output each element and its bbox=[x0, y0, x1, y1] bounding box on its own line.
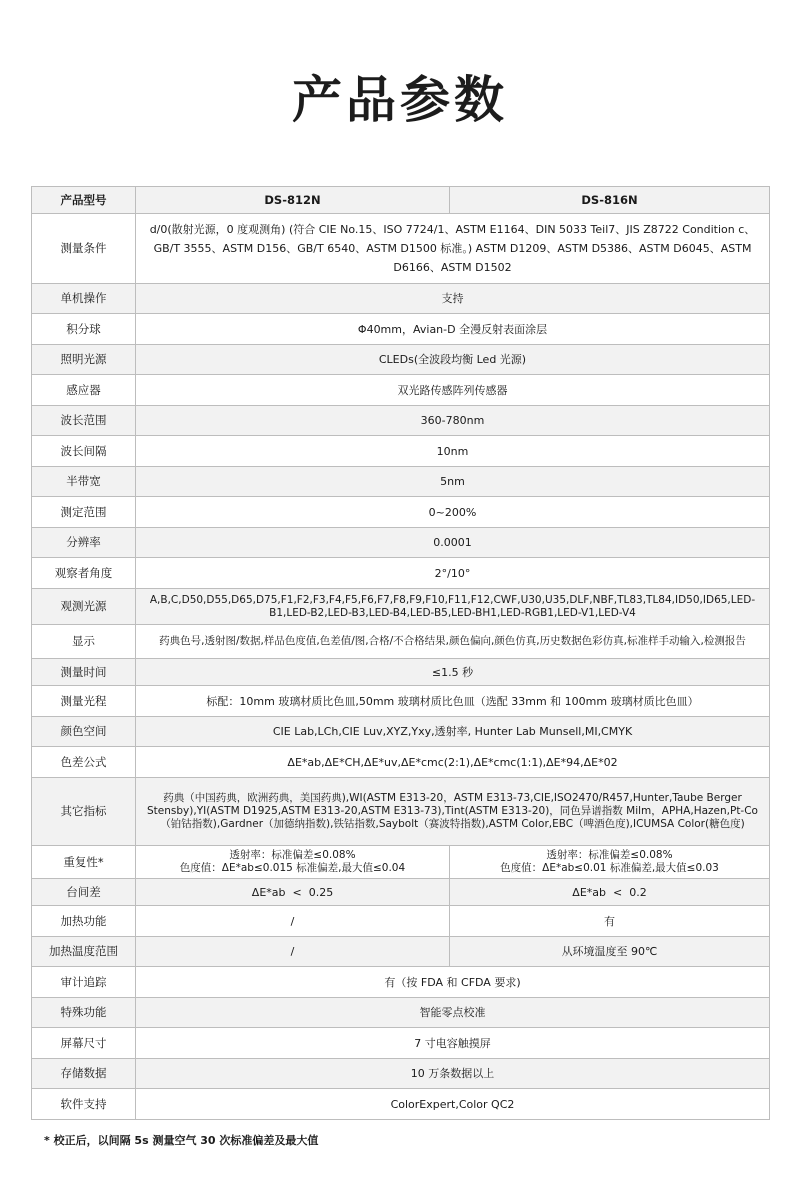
row-label: 测量时间 bbox=[32, 659, 136, 686]
row-value: CIE Lab,LCh,CIE Luv,XYZ,Yxy,透射率, Hunter Lab Munsell,MI,CMYK bbox=[136, 717, 770, 747]
row-label: 波长间隔 bbox=[32, 436, 136, 467]
repeatability-ds-812n bbox=[136, 846, 450, 879]
repeatability-ds-816n bbox=[450, 846, 770, 879]
row-value: 10 万条数据以上 bbox=[136, 1059, 770, 1089]
row-value: ≤1.5 秒 bbox=[136, 659, 770, 686]
row-value: 360-780nm bbox=[136, 406, 770, 436]
row-label: 测定范围 bbox=[32, 497, 136, 528]
table-row bbox=[32, 967, 770, 998]
row-label: 重复性* bbox=[32, 846, 136, 879]
row-value: 0~200% bbox=[136, 497, 770, 528]
table-row bbox=[32, 375, 770, 406]
table-row bbox=[32, 528, 770, 558]
row-value: 双光路传感阵列传感器 bbox=[136, 375, 770, 406]
table-row-repeatability bbox=[32, 846, 770, 879]
model-ds-816n: DS-816N bbox=[450, 187, 770, 214]
value-ds-816n: 有 bbox=[450, 906, 770, 937]
value-ds-812n: / bbox=[136, 906, 450, 937]
row-value: 2°/10° bbox=[136, 558, 770, 589]
row-label: 存储数据 bbox=[32, 1059, 136, 1089]
footnote: * 校正后，以间隔 5s 测量空气 30 次标准偏差及最大值 bbox=[44, 1134, 319, 1147]
row-label: 产品型号 bbox=[32, 187, 136, 214]
table-row bbox=[32, 436, 770, 467]
row-value: 7 寸电容触摸屏 bbox=[136, 1028, 770, 1059]
table-row bbox=[32, 659, 770, 686]
row-value: 智能零点校准 bbox=[136, 998, 770, 1028]
row-label: 审计追踪 bbox=[32, 967, 136, 998]
table-row bbox=[32, 906, 770, 937]
table-row bbox=[32, 1028, 770, 1059]
table-row bbox=[32, 497, 770, 528]
repeat-transmittance: 透射率：标准偏差≤0.08% bbox=[229, 849, 356, 861]
row-value: 5nm bbox=[136, 467, 770, 497]
row-label: 分辨率 bbox=[32, 528, 136, 558]
row-label: 观察者角度 bbox=[32, 558, 136, 589]
row-value: 10nm bbox=[136, 436, 770, 467]
repeat-chroma: 色度值：ΔE*ab≤0.01 标准偏差,最大值≤0.03 bbox=[500, 862, 719, 874]
row-value: CLEDs(全波段均衡 Led 光源) bbox=[136, 345, 770, 375]
table-row bbox=[32, 625, 770, 659]
row-label: 半带宽 bbox=[32, 467, 136, 497]
table-row bbox=[32, 879, 770, 906]
row-label: 特殊功能 bbox=[32, 998, 136, 1028]
spec-table bbox=[31, 186, 770, 1120]
row-value: 标配：10mm 玻璃材质比色皿,50mm 玻璃材质比色皿（选配 33mm 和 100mm 玻璃材质比色皿） bbox=[136, 686, 770, 717]
row-label: 测量光程 bbox=[32, 686, 136, 717]
table-row bbox=[32, 1059, 770, 1089]
table-row bbox=[32, 778, 770, 846]
value-ds-816n: ΔE*ab < 0.2 bbox=[450, 879, 770, 906]
table-row bbox=[32, 998, 770, 1028]
value-ds-812n: / bbox=[136, 937, 450, 967]
row-label: 观测光源 bbox=[32, 589, 136, 625]
table-header-row bbox=[32, 187, 770, 214]
row-label: 加热温度范围 bbox=[32, 937, 136, 967]
value-ds-812n: ΔE*ab < 0.25 bbox=[136, 879, 450, 906]
model-ds-812n: DS-812N bbox=[136, 187, 450, 214]
table-row bbox=[32, 345, 770, 375]
row-label: 屏幕尺寸 bbox=[32, 1028, 136, 1059]
row-value: Φ40mm，Avian-D 全漫反射表面涂层 bbox=[136, 314, 770, 345]
row-value: ColorExpert,Color QC2 bbox=[136, 1089, 770, 1120]
row-label: 其它指标 bbox=[32, 778, 136, 846]
table-row bbox=[32, 589, 770, 625]
row-value: 药典（中国药典，欧洲药典，美国药典),WI(ASTM E313-20，ASTM E313-73,CIE,ISO2470/R457,Hunter,Taube Berger Stensby),YI(ASTM D1925,ASTM E313-20,ASTM E313-73),Tint(ASTM E313-20)，同色异谱指数 Milm，APHA,Hazen,Pt-Co（铂钴指数),Gardner（加德纳指数),铁钴指数,Saybolt（赛波特指数),ASTM Color,EBC（啤酒色度),ICUMSA Color(糖色度) bbox=[136, 778, 770, 846]
repeat-transmittance: 透射率：标准偏差≤0.08% bbox=[546, 849, 673, 861]
row-label: 显示 bbox=[32, 625, 136, 659]
row-label: 积分球 bbox=[32, 314, 136, 345]
row-value: A,B,C,D50,D55,D65,D75,F1,F2,F3,F4,F5,F6,F7,F8,F9,F10,F11,F12,CWF,U30,U35,DLF,NBF,TL83,TL84,ID50,ID65,LED-B1,LED-B2,LED-B3,LED-B4,LED-B5,LED-BH1,LED-RGB1,LED-V1,LED-V4 bbox=[136, 589, 770, 625]
row-value: d/0(散射光源，0 度观测角) (符合 CIE No.15、ISO 7724/1、ASTM E1164、DIN 5033 Teil7、JIS Z8722 Condition c、GB/T 3555、ASTM D156、GB/T 6540、ASTM D1500 标准。) ASTM D1209、ASTM D5386、ASTM D6045、ASTM D6166、ASTM D1502 bbox=[136, 214, 770, 284]
row-label: 照明光源 bbox=[32, 345, 136, 375]
table-row bbox=[32, 686, 770, 717]
row-value: 药典色号,透射图/数据,样品色度值,色差值/图,合格/不合格结果,颜色偏向,颜色仿真,历史数据色彩仿真,标准样手动输入,检测报告 bbox=[136, 625, 770, 659]
row-label: 台间差 bbox=[32, 879, 136, 906]
table-row bbox=[32, 717, 770, 747]
row-label: 颜色空间 bbox=[32, 717, 136, 747]
row-value: 有（按 FDA 和 CFDA 要求) bbox=[136, 967, 770, 998]
page-title: 产品参数 bbox=[292, 71, 508, 129]
table-row bbox=[32, 214, 770, 284]
table-row bbox=[32, 558, 770, 589]
table-row bbox=[32, 284, 770, 314]
row-label: 软件支持 bbox=[32, 1089, 136, 1120]
row-value: 0.0001 bbox=[136, 528, 770, 558]
row-value: 支持 bbox=[136, 284, 770, 314]
row-label: 加热功能 bbox=[32, 906, 136, 937]
table-row bbox=[32, 747, 770, 778]
row-label: 单机操作 bbox=[32, 284, 136, 314]
row-value: ΔE*ab,ΔE*CH,ΔE*uv,ΔE*cmc(2:1),ΔE*cmc(1:1),ΔE*94,ΔE*02 bbox=[136, 747, 770, 778]
table-row bbox=[32, 1089, 770, 1120]
repeat-chroma: 色度值：ΔE*ab≤0.015 标准偏差,最大值≤0.04 bbox=[179, 862, 406, 874]
row-label: 测量条件 bbox=[32, 214, 136, 284]
value-ds-816n: 从环境温度至 90℃ bbox=[450, 937, 770, 967]
table-row bbox=[32, 937, 770, 967]
table-row bbox=[32, 406, 770, 436]
table-row bbox=[32, 467, 770, 497]
row-label: 感应器 bbox=[32, 375, 136, 406]
row-label: 色差公式 bbox=[32, 747, 136, 778]
row-label: 波长范围 bbox=[32, 406, 136, 436]
table-row bbox=[32, 314, 770, 345]
